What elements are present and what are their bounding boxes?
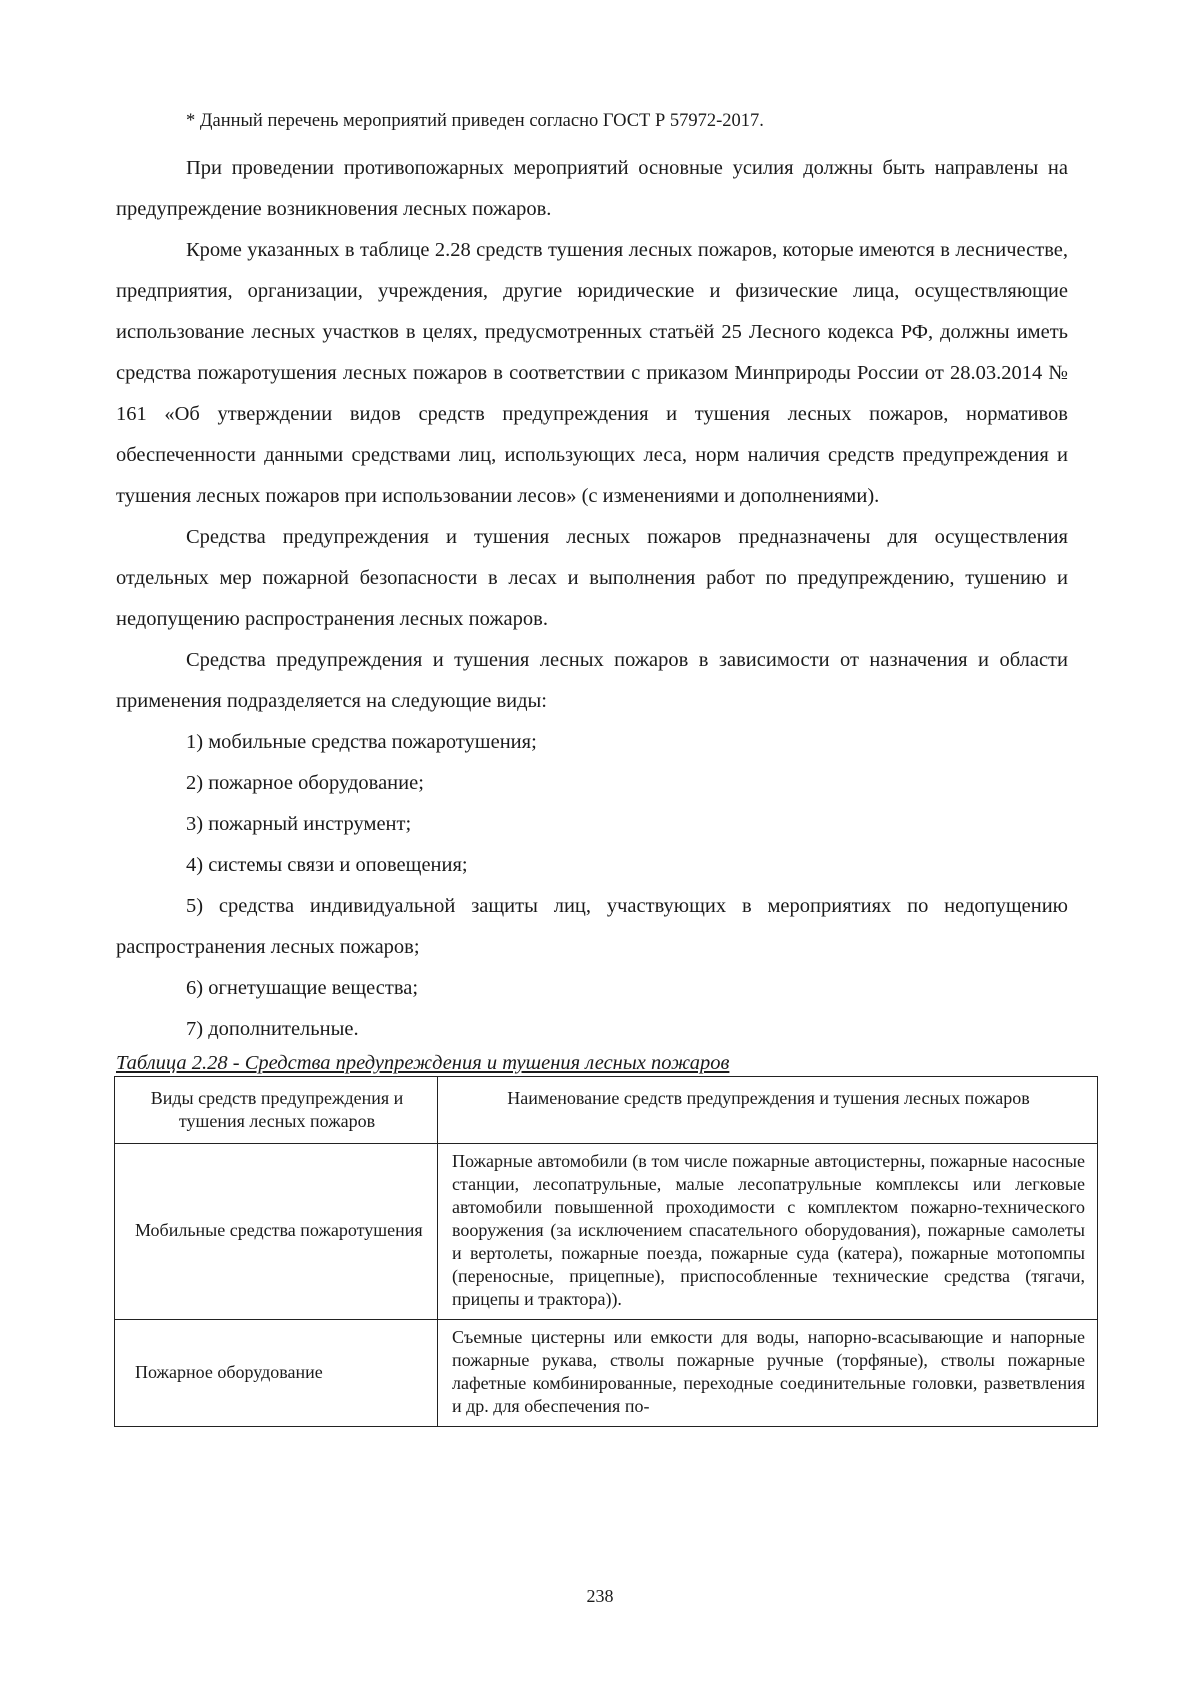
footnote: * Данный перечень мероприятий приведен согласно ГОСТ Р 57972-2017. xyxy=(186,111,764,131)
page-number: 238 xyxy=(586,1586,614,1606)
header-name: Наименование средств предупреждения и тушения лесных пожаров xyxy=(438,1077,1098,1144)
list-item: 5) средства индивидуальной защиты лиц, участвующих в мероприятиях по недопущению распространения лесных пожаров; xyxy=(116,895,1068,958)
paragraph-4: Средства предупреждения и тушения лесных пожаров в зависимости от назначения и области применения подразделяется на следующие виды: xyxy=(116,649,1068,712)
paragraph-3: Средства предупреждения и тушения лесных пожаров предназначены для осуществления отдельных мер пожарной безопасности в лесах и выполнения работ по предупреждению, тушению и недопущению распространения лесных пожаров. xyxy=(116,526,1068,630)
table-row xyxy=(115,1320,1098,1427)
table-caption: Таблица 2.28 - Средства предупреждения и тушения лесных пожаров xyxy=(116,1052,730,1074)
table-row xyxy=(115,1144,1098,1320)
list-item: 6) огнетушащие вещества; xyxy=(186,977,419,999)
paragraph-2: Кроме указанных в таблице 2.28 средств тушения лесных пожаров, которые имеются в лесничестве, предприятия, организации, учреждения, другие юридические и физические лица, осуществляющие использование лесных участков в целях, предусмотренных статьёй 25 Лесного кодекса РФ, должны иметь средства пожаротушения лесных пожаров в соответствии с приказом Минприроды России от 28.03.2014 № 161 «Об утверждении видов средств предупреждения и тушения лесных пожаров, нормативов обеспеченности данными средствами лиц, использующих леса, норм наличия средств предупреждения и тушения лесных пожаров при использовании лесов» (с изменениями и дополнениями). xyxy=(116,239,1068,507)
cell-type: Мобильные средства пожаротушения xyxy=(115,1144,438,1320)
types-list xyxy=(116,722,1068,1050)
list-item: 3) пожарный инструмент; xyxy=(186,813,412,835)
list-item: 4) системы связи и оповещения; xyxy=(186,854,468,876)
table-header-row xyxy=(115,1077,1098,1144)
cell-description: Пожарные автомобили (в том числе пожарные автоцистерны, пожарные насосные станции, лесопатрульные, малые лесопатрульные комплексы или легковые автомобили повышенной проходимости с комплектом пожарно-технического вооружения (за исключением спасательного оборудования), пожарные самолеты и вертолеты, пожарные поезда, пожарные суда (катера), пожарные мотопомпы (переносные, прицепные), приспособленные технические средства (тягачи, прицепы и трактора)). xyxy=(438,1144,1098,1320)
header-type: Виды средств предупреждения и тушения лесных пожаров xyxy=(115,1077,438,1144)
document-page xyxy=(116,106,1085,1427)
list-item: 1) мобильные средства пожаротушения; xyxy=(186,731,537,753)
list-item: 2) пожарное оборудование; xyxy=(186,772,424,794)
cell-description: Съемные цистерны или емкости для воды, напорно-всасывающие и напорные пожарные рукава, стволы пожарные ручные (торфяные), стволы пожарные лафетные комбинированные, переходные соединительные головки, разветвления и др. для обеспечения по- xyxy=(438,1320,1098,1427)
list-item: 7) дополнительные. xyxy=(186,1018,359,1040)
cell-type: Пожарное оборудование xyxy=(115,1320,438,1427)
fire-means-table xyxy=(114,1076,1098,1427)
paragraph-1: При проведении противопожарных мероприятий основные усилия должны быть направлены на предупреждение возникновения лесных пожаров. xyxy=(116,157,1068,220)
